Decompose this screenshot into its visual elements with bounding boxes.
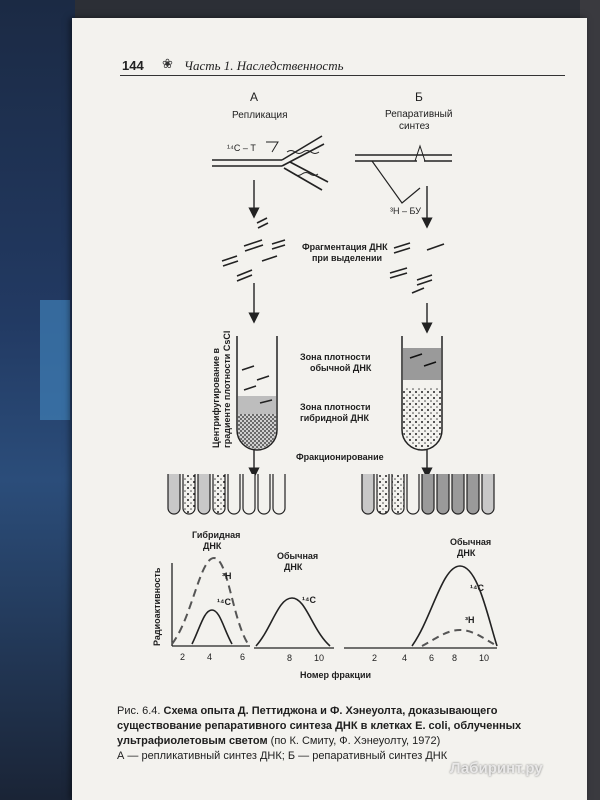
c14-curve-b [412, 566, 497, 646]
col-a-letter: А [250, 90, 259, 104]
tick-mid-0: 8 [287, 653, 293, 663]
c14-curve-a [192, 610, 232, 644]
y-axis-label: Радиоактивность [152, 567, 162, 646]
pointer-mark [266, 142, 278, 152]
repair-dna [355, 146, 452, 203]
col-b-title-1: Репаративный [385, 109, 453, 120]
fractionation-label: Фракционирование [296, 452, 384, 462]
fragmentation-label-1: Фрагментация ДНК [302, 242, 388, 252]
cover-highlight [40, 300, 70, 420]
centrifuge-tube-a [237, 336, 277, 450]
zone-hybrid-2: гибридной ДНК [300, 413, 369, 423]
c14-label-a: ¹⁴С [217, 597, 231, 607]
normal-dna-2: ДНК [284, 562, 303, 572]
site-watermark: Лабиринт.ру [450, 760, 543, 777]
book-page [72, 18, 587, 800]
tick-right-0: 2 [372, 653, 378, 663]
label-h3-bu: ³Н – БУ [390, 206, 421, 216]
tick-right-1: 4 [402, 653, 408, 663]
zone-hybrid-1: Зона плотности [300, 402, 371, 412]
experiment-diagram [72, 18, 587, 708]
h3-curve-b [422, 630, 497, 646]
normal-dna-1: Обычная [277, 551, 319, 561]
c14-label-mid: ¹⁴С [302, 595, 316, 605]
label-c14-t: ¹⁴С – Т [227, 143, 256, 153]
col-b-letter: Б [415, 90, 423, 104]
tick-mid-1: 10 [314, 653, 325, 663]
fraction-tubes-b [362, 474, 494, 514]
tick-right-3: 8 [452, 653, 458, 663]
flower-icon: ❀ [162, 56, 173, 71]
normal-dna-b-2: ДНК [457, 548, 476, 558]
h3-label-a: ³Н [222, 571, 232, 581]
centrifuge-tube-b [402, 336, 442, 450]
fragmentation-label-2: при выделении [312, 253, 383, 263]
figure-caption [117, 704, 572, 764]
caption-source: (по К. Смиту, Ф. Хэнеуолту, 1972) [267, 735, 441, 747]
centrifuge-label-1: Центрифугирование в [211, 347, 221, 448]
centrifuge-label-2: градиенте плотности CsCl [222, 330, 232, 448]
col-b-title-2: синтез [399, 121, 430, 132]
c14-label-b: ¹⁴С [470, 583, 484, 593]
page-number: 144 [122, 58, 144, 73]
h3-curve-a [172, 558, 248, 644]
tick-left-2: 6 [240, 652, 246, 662]
caption-fig-number: Рис. 6.4. [117, 705, 161, 717]
x-axis-label: Номер фракции [300, 670, 372, 680]
fraction-tubes-a [168, 474, 285, 514]
tick-left-0: 2 [180, 652, 186, 662]
hybrid-dna-2: ДНК [203, 541, 222, 551]
hybrid-dna-1: Гибридная [192, 530, 241, 540]
h3-label-b: ³Н [465, 615, 475, 625]
caption-bold-text: Схема опыта Д. Петтиджона и Ф. Хэнеуолта, доказывающего существование репаративного синтеза ДНК в клетках E. coli, облученных ультрафиолетовым светом [117, 705, 522, 747]
flow-arrows [254, 180, 427, 473]
x-ticks [180, 652, 489, 663]
zone-normal-2: обычной ДНК [310, 363, 372, 373]
dna-fragments-b [390, 243, 444, 293]
caption-legend: А — репликативный синтез ДНК; Б — репаративный синтез ДНК [117, 750, 448, 762]
col-a-title: Репликация [232, 110, 288, 121]
tick-left-1: 4 [207, 652, 213, 662]
tick-right-2: 6 [429, 653, 435, 663]
normal-dna-b-1: Обычная [450, 537, 492, 547]
dna-fragments-a [222, 218, 285, 281]
running-title: Часть 1. Наследственность [184, 58, 344, 73]
tick-right-4: 10 [479, 653, 490, 663]
c14-curve-mid [256, 598, 330, 646]
zone-normal-1: Зона плотности [300, 352, 371, 362]
